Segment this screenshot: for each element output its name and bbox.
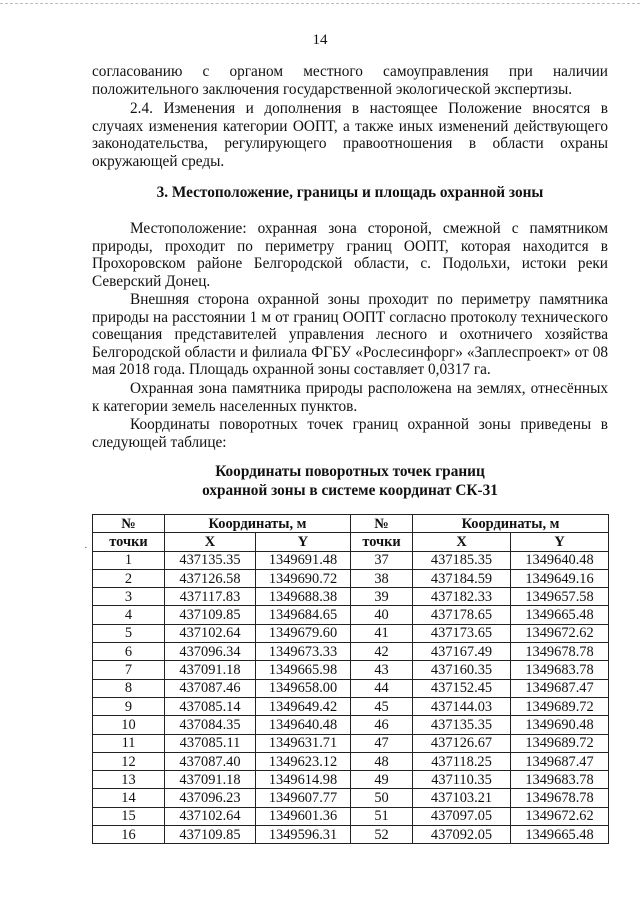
y-coordinate-cell: 1349649.16 — [511, 569, 609, 587]
paragraph-text: Охранная зона памятника природы расположена на землях, отнесённых к категории земель населенных пунктов. — [92, 380, 608, 415]
point-number-cell: 41 — [351, 624, 413, 642]
x-coordinate-cell: 437144.03 — [413, 697, 511, 715]
point-number-cell: 40 — [351, 606, 413, 624]
point-number-cell: 13 — [93, 771, 165, 789]
point-number-cell: 45 — [351, 697, 413, 715]
x-coordinate-cell: 437085.11 — [165, 734, 256, 752]
table-row — [93, 826, 609, 844]
point-number-cell: 11 — [93, 734, 165, 752]
y-coordinate-cell: 1349607.77 — [256, 789, 351, 807]
y-coordinate-cell: 1349679.60 — [256, 624, 351, 642]
y-coordinate-cell: 1349688.38 — [256, 588, 351, 606]
x-coordinate-cell: 437126.67 — [413, 734, 511, 752]
y-coordinate-cell: 1349665.98 — [256, 661, 351, 679]
x-coordinate-cell: 437102.64 — [165, 624, 256, 642]
table-body — [93, 551, 609, 844]
y-coordinate-cell: 1349665.48 — [511, 826, 609, 844]
point-number-cell: 9 — [93, 697, 165, 715]
table-row — [93, 807, 609, 825]
x-coordinate-cell: 437096.23 — [165, 789, 256, 807]
point-number-cell: 3 — [93, 588, 165, 606]
point-number-cell: 5 — [93, 624, 165, 642]
x-coordinate-cell: 437091.18 — [165, 661, 256, 679]
point-number-cell: 50 — [351, 789, 413, 807]
x-coordinate-cell: 437135.35 — [413, 716, 511, 734]
x-coordinate-cell: 437117.83 — [165, 588, 256, 606]
coordinates-table — [92, 514, 609, 844]
header-num-sub-left: точки — [93, 533, 165, 551]
point-number-cell: 37 — [351, 551, 413, 569]
y-coordinate-cell: 1349672.62 — [511, 807, 609, 825]
point-number-cell: 7 — [93, 661, 165, 679]
header-coords-left: Координаты, м — [165, 515, 351, 533]
point-number-cell: 15 — [93, 807, 165, 825]
point-number-cell: 2 — [93, 569, 165, 587]
header-num-right: № — [351, 515, 413, 533]
y-coordinate-cell: 1349596.31 — [256, 826, 351, 844]
table-header — [93, 515, 609, 552]
y-coordinate-cell: 1349687.47 — [511, 679, 609, 697]
x-coordinate-cell: 437126.58 — [165, 569, 256, 587]
point-number-cell: 47 — [351, 734, 413, 752]
paragraph-text: согласованию с органом местного самоуправления при наличии положительного заключения государственной экологической экспертизы. — [92, 63, 608, 98]
table-row — [93, 588, 609, 606]
x-coordinate-cell: 437092.05 — [413, 826, 511, 844]
table-row — [93, 734, 609, 752]
x-coordinate-cell: 437096.34 — [165, 643, 256, 661]
x-coordinate-cell: 437160.35 — [413, 661, 511, 679]
y-coordinate-cell: 1349683.78 — [511, 771, 609, 789]
paragraph-text: Внешняя сторона охранной зоны проходит по периметру памятника природы на расстоянии 1 м от границ ООПТ согласно протоколу технического совещания представителей управления лесного и охотничего хозяйства Белгородской области и филиала ФГБУ «Рослесинфорг» «Заплеспроект» от 08 мая 2018 года. Площадь охранной зоны составляет 0,0317 га. — [92, 291, 608, 379]
table-title-line-1: Координаты поворотных точек границ — [215, 463, 485, 480]
x-coordinate-cell: 437182.33 — [413, 588, 511, 606]
paragraph-coordinates-intro — [92, 416, 608, 451]
header-x-left: X — [165, 533, 256, 551]
x-coordinate-cell: 437087.46 — [165, 679, 256, 697]
section-heading: 3. Местоположение, границы и площадь охранной зоны — [156, 184, 544, 201]
table-row — [93, 716, 609, 734]
header-x-right: X — [413, 533, 511, 551]
paragraph-continuation — [92, 63, 608, 98]
table-row — [93, 661, 609, 679]
header-num-sub-right: точки — [351, 533, 413, 551]
paragraph-text: 2.4. Изменения и дополнения в настоящее Положение вносятся в случаях изменения категории ООПТ, а также иных изменений действующего законодательства, регулирующего правоотношения в области охраны окружающей среды. — [92, 100, 608, 170]
x-coordinate-cell: 437087.40 — [165, 752, 256, 770]
y-coordinate-cell: 1349658.00 — [256, 679, 351, 697]
y-coordinate-cell: 1349689.72 — [511, 734, 609, 752]
paragraph-location — [92, 220, 608, 290]
y-coordinate-cell: 1349678.78 — [511, 789, 609, 807]
y-coordinate-cell: 1349649.42 — [256, 697, 351, 715]
paragraph-2-4 — [92, 100, 608, 170]
table-row — [93, 789, 609, 807]
point-number-cell: 52 — [351, 826, 413, 844]
table-row — [93, 569, 609, 587]
point-number-cell: 46 — [351, 716, 413, 734]
margin-mark: · — [84, 542, 88, 554]
table-row — [93, 679, 609, 697]
x-coordinate-cell: 437097.05 — [413, 807, 511, 825]
point-number-cell: 1 — [93, 551, 165, 569]
point-number-cell: 43 — [351, 661, 413, 679]
y-coordinate-cell: 1349691.48 — [256, 551, 351, 569]
paragraph-lands — [92, 380, 608, 415]
point-number-cell: 38 — [351, 569, 413, 587]
y-coordinate-cell: 1349687.47 — [511, 752, 609, 770]
x-coordinate-cell: 437152.45 — [413, 679, 511, 697]
paragraph-text: Местоположение: охранная зона стороной, смежной с памятником природы, проходит по периметру границ ООПТ, которая находится в Прохоровском районе Белгородской области, с. Подольхи, истоки реки Северский Донец. — [92, 220, 608, 290]
x-coordinate-cell: 437135.35 — [165, 551, 256, 569]
point-number-cell: 39 — [351, 588, 413, 606]
table-row — [93, 606, 609, 624]
y-coordinate-cell: 1349623.12 — [256, 752, 351, 770]
y-coordinate-cell: 1349678.78 — [511, 643, 609, 661]
table-row — [93, 752, 609, 770]
point-number-cell: 4 — [93, 606, 165, 624]
header-num-left: № — [93, 515, 165, 533]
point-number-cell: 44 — [351, 679, 413, 697]
table-row — [93, 551, 609, 569]
x-coordinate-cell: 437085.14 — [165, 697, 256, 715]
header-y-left: Y — [256, 533, 351, 551]
paragraph-outer-side — [92, 291, 608, 379]
y-coordinate-cell: 1349640.48 — [256, 716, 351, 734]
table-row — [93, 624, 609, 642]
x-coordinate-cell: 437091.18 — [165, 771, 256, 789]
y-coordinate-cell: 1349665.48 — [511, 606, 609, 624]
y-coordinate-cell: 1349690.48 — [511, 716, 609, 734]
y-coordinate-cell: 1349614.98 — [256, 771, 351, 789]
point-number-cell: 49 — [351, 771, 413, 789]
x-coordinate-cell: 437118.25 — [413, 752, 511, 770]
y-coordinate-cell: 1349657.58 — [511, 588, 609, 606]
point-number-cell: 51 — [351, 807, 413, 825]
x-coordinate-cell: 437109.85 — [165, 826, 256, 844]
table-title-line-2: охранной зоны в системе координат СК-31 — [202, 482, 498, 499]
y-coordinate-cell: 1349640.48 — [511, 551, 609, 569]
point-number-cell: 42 — [351, 643, 413, 661]
y-coordinate-cell: 1349689.72 — [511, 697, 609, 715]
y-coordinate-cell: 1349684.65 — [256, 606, 351, 624]
x-coordinate-cell: 437184.59 — [413, 569, 511, 587]
x-coordinate-cell: 437178.65 — [413, 606, 511, 624]
header-y-right: Y — [511, 533, 609, 551]
x-coordinate-cell: 437102.64 — [165, 807, 256, 825]
point-number-cell: 8 — [93, 679, 165, 697]
page-number: 14 — [312, 32, 328, 48]
point-number-cell: 12 — [93, 752, 165, 770]
point-number-cell: 48 — [351, 752, 413, 770]
table-row — [93, 771, 609, 789]
x-coordinate-cell: 437109.85 — [165, 606, 256, 624]
table-row — [93, 697, 609, 715]
x-coordinate-cell: 437084.35 — [165, 716, 256, 734]
x-coordinate-cell: 437185.35 — [413, 551, 511, 569]
y-coordinate-cell: 1349683.78 — [511, 661, 609, 679]
point-number-cell: 16 — [93, 826, 165, 844]
point-number-cell: 10 — [93, 716, 165, 734]
y-coordinate-cell: 1349631.71 — [256, 734, 351, 752]
x-coordinate-cell: 437110.35 — [413, 771, 511, 789]
y-coordinate-cell: 1349672.62 — [511, 624, 609, 642]
y-coordinate-cell: 1349690.72 — [256, 569, 351, 587]
y-coordinate-cell: 1349601.36 — [256, 807, 351, 825]
table-row — [93, 643, 609, 661]
y-coordinate-cell: 1349673.33 — [256, 643, 351, 661]
point-number-cell: 6 — [93, 643, 165, 661]
header-coords-right: Координаты, м — [413, 515, 609, 533]
paragraph-text: Координаты поворотных точек границ охранной зоны приведены в следующей таблице: — [92, 416, 608, 451]
x-coordinate-cell: 437173.65 — [413, 624, 511, 642]
x-coordinate-cell: 437167.49 — [413, 643, 511, 661]
scan-top-edge — [0, 3, 640, 4]
x-coordinate-cell: 437103.21 — [413, 789, 511, 807]
point-number-cell: 14 — [93, 789, 165, 807]
